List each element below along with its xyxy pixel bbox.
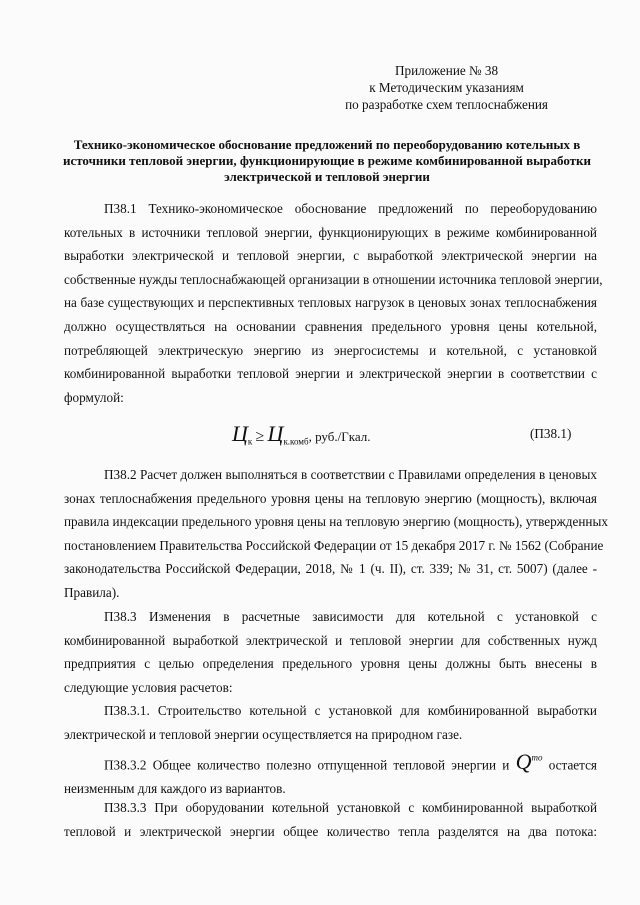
appendix-reference: к Методическим указаниям <box>369 80 524 95</box>
appendix-header <box>345 62 548 113</box>
paragraph-p38-3-1: П38.3.1. Строительство котельной с установкой для комбинированной выработки электрической и тепловой энергии осуществляется на природном газе. <box>64 703 597 742</box>
appendix-subject: по разработке схем теплоснабжения <box>345 97 548 112</box>
paragraph-p38-1: П38.1 Технико-экономическое обоснование предложений по переоборудованию котельных в источники тепловой энергии, функционирующих в режиме комбинированной выработки электрической и тепловой энергии, с выработкой электрической энергии на собственные нужды теплоснабжающей организации в отношении источника тепловой энергии, на базе существующих и перспективных тепловых нагрузок в ценовых зонах теплоснабжения должно осуществляться на основании сравнения предельного уровня цены котельной, потребляющей электрическую энергию из энергосистемы и котельной, с установкой комбинированной выработки тепловой энергии и электрической энергии в соответствии с формулой: <box>64 201 603 405</box>
formula-p38-1: $Ц_к \ge Ц_{к.комб}$, руб./Гкал. <box>232 421 371 447</box>
document-title: Технико-экономическое обоснование предложений по переоборудованию котельных в источники тепловой энергии, функционирующие в режиме комбинированной выработки электрической и тепловой энергии <box>62 137 592 184</box>
formula-number: (П38.1) <box>530 426 572 441</box>
paragraph-p38-2: П38.2 Расчет должен выполняться в соответствии с Правилами определения в ценовых зонах теплоснабжения предельного уровня цены на тепловую энергию (мощность), включая правила индексации предельного уровня цены на тепловую энергию (мощность), утвержденных постановлением Правительства Российской Федерации от 15 декабря 2017 г. № 1562 (Собрание законодательства Российской Федерации, 2018, № 1 (ч. II), ст. 339; № 31, ст. 5007) (далее - Правила). <box>64 467 608 600</box>
q-symbol: $Q^{то}$ <box>515 749 543 775</box>
appendix-number: Приложение № 38 <box>394 63 499 78</box>
paragraph-p38-3-2: П38.3.2 Общее количество полезно отпущенной тепловой энергии и $Q^{то}$ остается неизменным для каждого из вариантов. <box>64 749 597 796</box>
paragraph-p38-3-3: П38.3.3 При оборудовании котельной установкой с комбинированной выработкой тепловой и электрической энергии общее количество тепла разделятся на два потока: <box>64 800 597 839</box>
paragraph-p38-3: П38.3 Изменения в расчетные зависимости для котельной с установкой с комбинированной выработкой электрической и тепловой энергии для собственных нужд предприятия с целью определения предельного уровня цены должны быть внесены в следующие условия расчетов: <box>64 609 597 695</box>
